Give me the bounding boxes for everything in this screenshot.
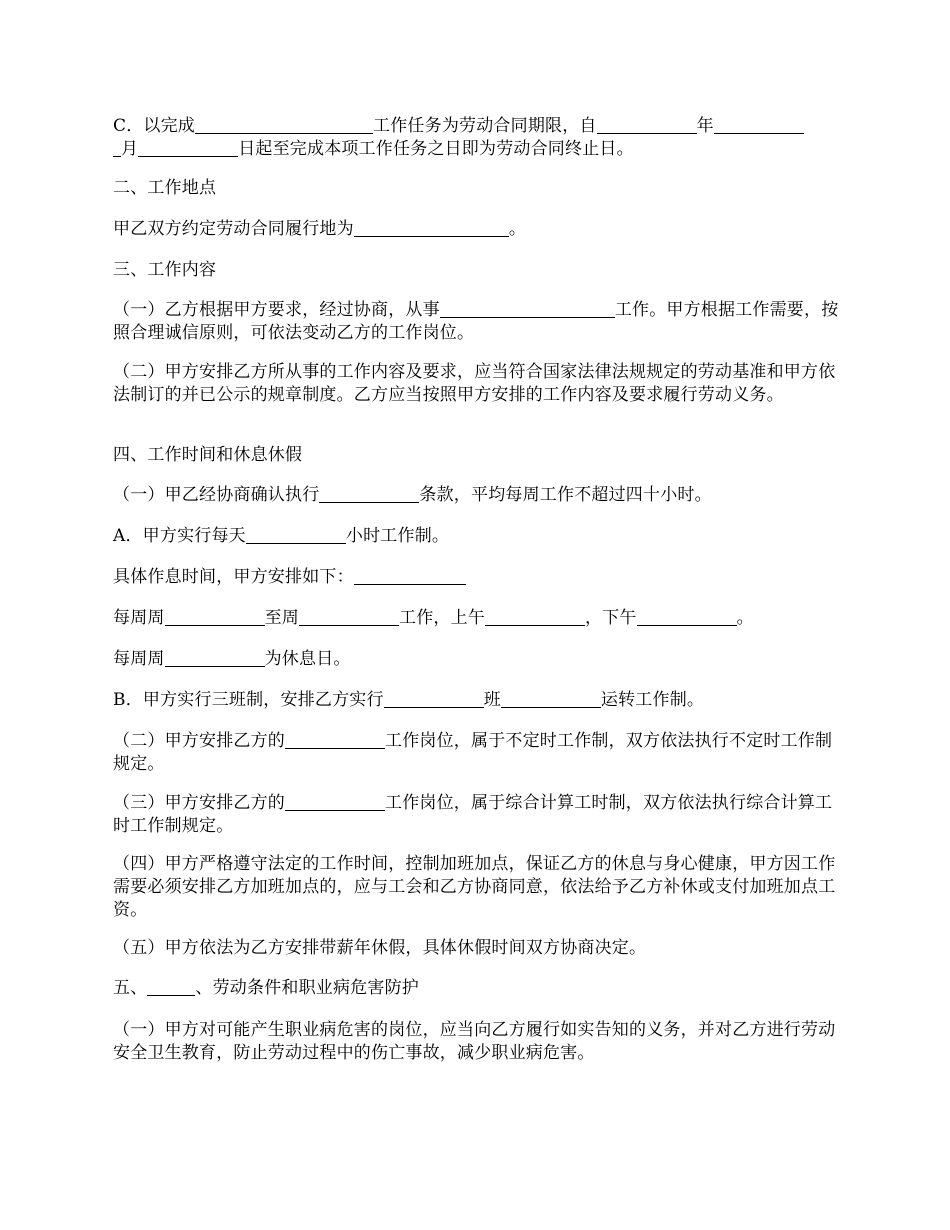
blank-clause[interactable]	[319, 485, 419, 503]
blank-month-cont[interactable]	[113, 139, 121, 157]
work-hours-clause-b	[113, 689, 704, 712]
text-segment: 日起至完成本项工作任务之日即为劳动合同终止日。	[238, 139, 634, 159]
section-heading-work-location: 二、工作地点	[113, 178, 217, 198]
blank-post-flex[interactable]	[285, 731, 385, 749]
schedule-clause	[113, 566, 466, 589]
blank-hours[interactable]	[246, 526, 346, 544]
text-segment: A．甲方实行每天	[113, 526, 246, 546]
text-segment: 。	[508, 219, 527, 239]
text-segment: C．以完成	[113, 116, 196, 136]
work-hours-clause-3	[113, 792, 841, 838]
blank-schedule[interactable]	[354, 567, 466, 585]
text-segment: 条款，平均每周工作不超过四十小时。	[419, 485, 712, 505]
text-segment: （一）甲乙经协商确认执行	[113, 485, 320, 505]
text-segment: 每周周	[113, 608, 165, 628]
text-segment: 、劳动条件和职业病危害防护	[195, 978, 420, 998]
text-segment: 班	[483, 690, 501, 710]
text-segment: 年	[696, 116, 714, 136]
text-segment: 工作。甲方根据工作需要，按照合理诚信原则，可依法变动乙方的工作岗位。	[113, 300, 839, 343]
text-segment: 小时工作制。	[345, 526, 450, 546]
work-location-clause	[113, 218, 526, 241]
blank-task[interactable]	[195, 116, 373, 134]
work-hours-clause-1	[113, 484, 712, 507]
blank-morning[interactable]	[485, 608, 585, 626]
blank-day[interactable]	[138, 139, 238, 157]
text-segment: 。	[736, 608, 754, 628]
work-content-clause-1	[113, 299, 841, 345]
text-segment: 工作任务为劳动合同期限，自	[373, 116, 597, 136]
blank-location[interactable]	[354, 219, 509, 237]
blank-year[interactable]	[597, 116, 697, 134]
text-segment: 月	[121, 139, 139, 159]
section-heading-labor-conditions	[113, 977, 419, 1000]
text-segment: 运转工作制。	[600, 690, 705, 710]
text-segment: ，下午	[585, 608, 637, 628]
work-hours-clause-4: （四）甲方严格遵守法定的工作时间，控制加班加点，保证乙方的休息与身心健康，甲方因工作需要必须安排乙方加班加点的，应与工会和乙方协商同意，依法给予乙方补休或支付加班加点工资。	[113, 854, 836, 920]
blank-month[interactable]	[714, 116, 804, 134]
blank-afternoon[interactable]	[637, 608, 737, 626]
blank-section-title[interactable]	[147, 978, 195, 996]
blank-week-start[interactable]	[165, 608, 265, 626]
term-clause-c	[113, 115, 841, 161]
text-segment: 为休息日。	[264, 649, 351, 669]
weekly-schedule-clause	[113, 607, 754, 630]
work-content-clause-2: （二）甲方安排乙方所从事的工作内容及要求，应当符合国家法律法规规定的劳动基准和甲方依法制订的并已公示的规章制度。乙方应当按照甲方安排的工作内容及要求履行劳动义务。	[113, 362, 836, 405]
text-segment: 具体作息时间，甲方安排如下：	[113, 567, 354, 587]
text-segment: 每周周	[113, 649, 165, 669]
text-segment: 工作，上午	[399, 608, 486, 628]
blank-shift[interactable]	[384, 690, 484, 708]
blank-rotation[interactable]	[501, 690, 601, 708]
blank-job[interactable]	[440, 300, 615, 318]
text-segment: 至周	[264, 608, 300, 628]
text-segment: 五、	[113, 978, 148, 998]
work-hours-clause-2	[113, 730, 841, 776]
section-heading-work-content: 三、工作内容	[113, 260, 217, 280]
work-hours-clause-5: （五）甲方依法为乙方安排带薪年休假，具体休假时间双方协商决定。	[113, 938, 647, 958]
text-segment: 工作岗位，属于不定时工作制，双方依法执行不定时工作制规定。	[113, 731, 833, 774]
rest-day-clause	[113, 648, 351, 671]
text-segment: B．甲方实行三班制，安排乙方实行	[113, 690, 384, 710]
text-segment: （一）乙方根据甲方要求，经过协商，从事	[113, 300, 440, 320]
text-segment: 工作岗位，属于综合计算工时制，双方依法执行综合计算工时工作制规定。	[113, 793, 833, 836]
text-segment: 甲乙双方约定劳动合同履行地为	[113, 219, 354, 239]
work-hours-clause-a	[113, 525, 449, 548]
blank-week-end[interactable]	[299, 608, 399, 626]
text-segment: （二）甲方安排乙方的	[113, 731, 285, 751]
labor-conditions-clause-1: （一）甲方对可能产生职业病危害的岗位，应当向乙方履行如实告知的义务，并对乙方进行劳动安全卫生教育，防止劳动过程中的伤亡事故，减少职业病危害。	[113, 1020, 836, 1063]
text-segment: （三）甲方安排乙方的	[113, 793, 285, 813]
blank-post-comprehensive[interactable]	[285, 793, 385, 811]
blank-rest-day[interactable]	[165, 649, 265, 667]
section-heading-work-hours: 四、工作时间和休息休假	[113, 445, 303, 465]
